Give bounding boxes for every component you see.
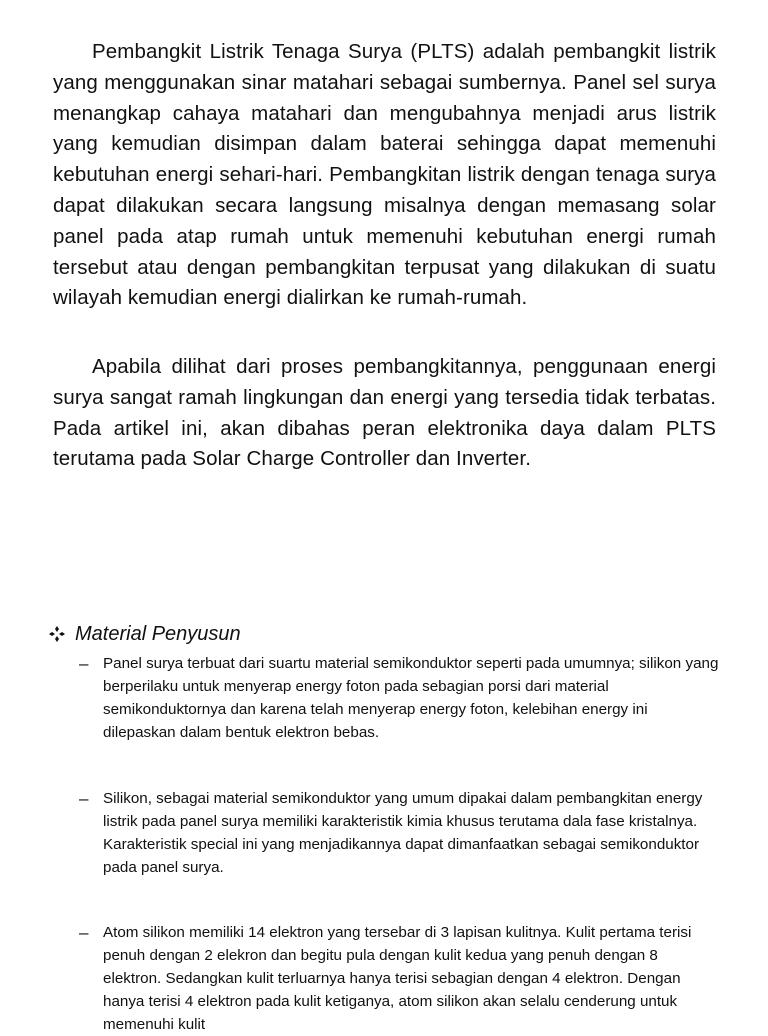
list-item-text: Silikon, sebagai material semikonduktor yang umum dipakai dalam pembangkitan energy listrik pada panel surya memiliki karakteristik kimia khusus terutama dala fase kristalnya. Karakteristik special ini yang menjadikannya dapat dimanfaatkan sebagai semikonduktor pada panel surya. bbox=[103, 790, 703, 876]
diamond-bullet-icon bbox=[48, 625, 66, 643]
list-dash: – bbox=[79, 654, 89, 673]
paragraph-scope: Apabila dilihat dari proses pembangkitannya, penggunaan energi surya sangat ramah lingkungan dan energi yang tersedia tidak terbatas. Pada artikel ini, akan dibahas peran elektronika daya dalam PLTS terutama pada Solar Charge Controller dan Inverter. bbox=[53, 355, 716, 471]
section-heading: Material Penyusun bbox=[75, 623, 241, 645]
list-dash: – bbox=[79, 923, 89, 942]
list-item-text: Panel surya terbuat dari suartu material semikonduktor seperti pada umumnya; silikon yang berperilaku untuk menyerap energy foton pada sebagian porsi dari material semikonduktornya dan karena telah menyerap energy foton, kelebihan energy ini dilepaskan dalam bentuk elektron bebas. bbox=[103, 655, 719, 741]
list-item bbox=[79, 652, 719, 744]
list-dash: – bbox=[79, 789, 89, 808]
list-item bbox=[79, 787, 719, 879]
list-item bbox=[79, 921, 719, 1036]
section-heading-row bbox=[48, 620, 241, 648]
paragraph-intro: Pembangkit Listrik Tenaga Surya (PLTS) adalah pembangkit listrik yang menggunakan sinar matahari sebagai sumbernya. Panel sel surya menangkap cahaya matahari dan mengubahnya menjadi arus listrik yang kemudian disimpan dalam baterai sehingga dapat memenuhi kebutuhan energi sehari-hari. Pembangkitan listrik dengan tenaga surya dapat dilakukan secara langsung misalnya dengan memasang solar panel pada atap rumah untuk memenuhi kebutuhan energi rumah tersebut atau dengan pembangkitan terpusat yang dilakukan di suatu wilayah kemudian energi dialirkan ke rumah-rumah. bbox=[53, 40, 716, 310]
list-item-text: Atom silikon memiliki 14 elektron yang tersebar di 3 lapisan kulitnya. Kulit pertama terisi penuh dengan 2 elekron dan begitu pula dengan kulit kedua yang penuh dengan 8 elektron. Sedangkan kulit terluarnya hanya terisi sebagian dengan 4 elektron. Dengan hanya terisi 4 elektron pada kulit ketiganya, atom silikon akan selalu cenderung untuk memenuhi kulit bbox=[103, 924, 692, 1033]
